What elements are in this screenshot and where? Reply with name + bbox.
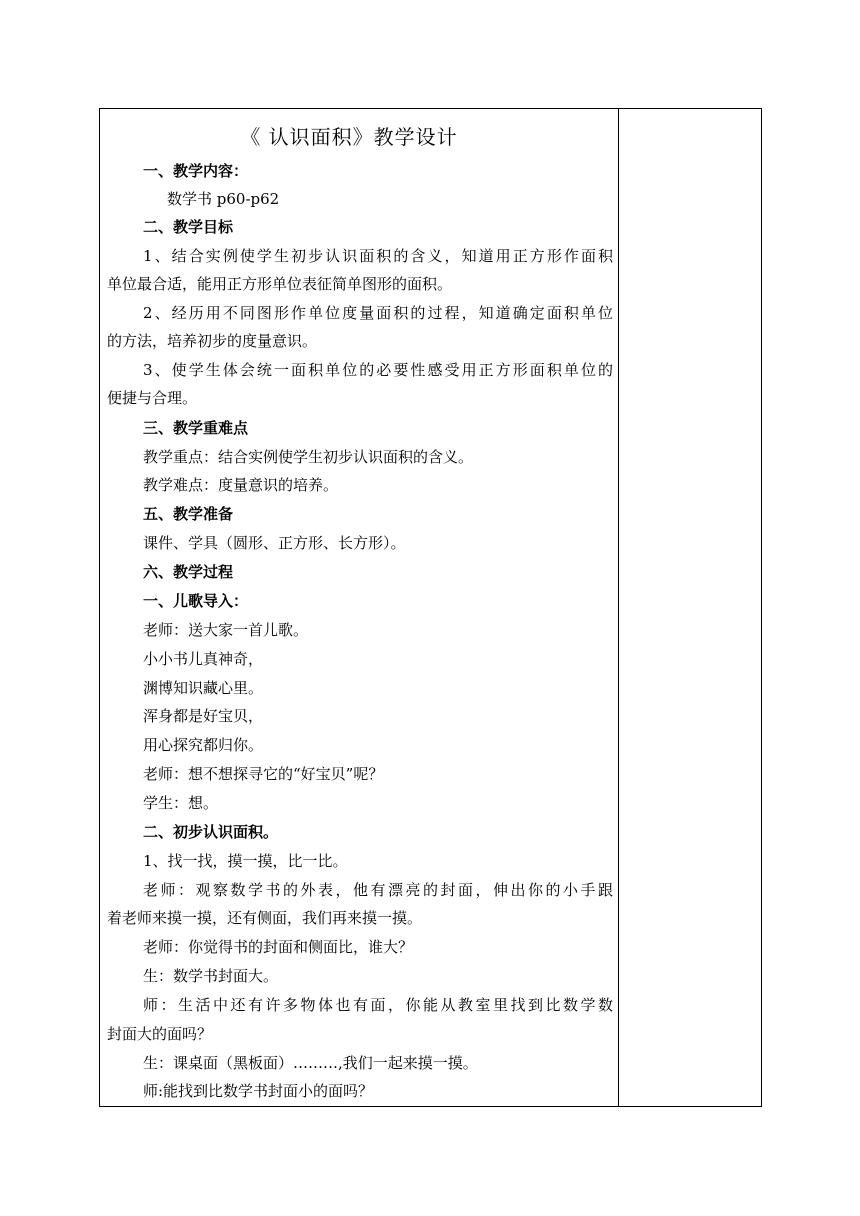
subsection-initial-area: 二、初步认识面积。 [143, 823, 279, 841]
goal-2-line-2: 的方法，培养初步的度量意识。 [107, 332, 318, 350]
dialogue-line-continued: 着老师来摸一摸，还有侧面，我们再来摸一摸。 [107, 909, 423, 927]
song-line-4: 用心探究都归你。 [143, 736, 264, 754]
textbook-pages: 数学书 p60-p62 [167, 190, 280, 208]
dialogue-line: 生：数学书封面大。 [143, 967, 279, 985]
document-title: 《 认识面积》教学设计 [240, 125, 458, 149]
song-line-3: 浑身都是好宝贝， [143, 707, 264, 725]
dialogue-line: 学生：想。 [143, 794, 219, 812]
section-heading-process: 六、教学过程 [143, 563, 234, 581]
dialogue-line: 老师：想不想探寻它的“好宝贝”呢？ [143, 765, 384, 783]
dialogue-line-continued: 封面大的面吗？ [107, 1025, 213, 1043]
dialogue-line: 生：课桌面（黑板面）………,我们一起来摸一摸。 [143, 1054, 478, 1072]
subsection-song-intro: 一、儿歌导入： [143, 592, 249, 610]
key-point: 教学重点：结合实例使学生初步认识面积的含义。 [143, 448, 474, 466]
section-heading-preparation: 五、教学准备 [143, 505, 234, 523]
goal-2-line-1: 2、经历用不同图形作单位度量面积的过程，知道确定面积单位 [143, 304, 613, 322]
song-line-1: 小小书儿真神奇， [143, 650, 264, 668]
dialogue-line: 老师：观察数学书的外表，他有漂亮的封面，伸出你的小手跟 [143, 881, 613, 899]
song-line-2: 渊博知识藏心里。 [143, 679, 264, 697]
section-heading-goals: 二、教学目标 [143, 218, 234, 236]
dialogue-line: 老师：你觉得书的封面和侧面比，谁大？ [143, 938, 414, 956]
dialogue-line: 师：生活中还有许多物体也有面，你能从教室里找到比数学数 [143, 996, 613, 1014]
goal-3-line-1: 3、使学生体会统一面积单位的必要性感受用正方形面积单位的 [143, 361, 613, 379]
difficult-point: 教学难点：度量意识的培养。 [143, 476, 339, 494]
goal-1-line-2: 单位最合适，能用正方形单位表征简单图形的面积。 [107, 275, 453, 293]
activity-heading: 1、找一找，摸一摸，比一比。 [143, 852, 348, 870]
goal-1-line-1: 1、结合实例使学生初步认识面积的含义，知道用正方形作面积 [143, 247, 613, 265]
column-divider [618, 108, 619, 1107]
goal-3-line-2: 便捷与合理。 [107, 389, 198, 407]
dialogue-line: 师:能找到比数学书封面小的面吗？ [143, 1082, 374, 1100]
section-heading-key-points: 三、教学重难点 [143, 419, 249, 437]
dialogue-line: 老师：送大家一首儿歌。 [143, 621, 309, 639]
section-heading-content: 一、教学内容： [143, 162, 249, 180]
lesson-content-cell [107, 116, 613, 1101]
preparation-materials: 课件、学具（圆形、正方形、长方形）。 [143, 534, 406, 552]
